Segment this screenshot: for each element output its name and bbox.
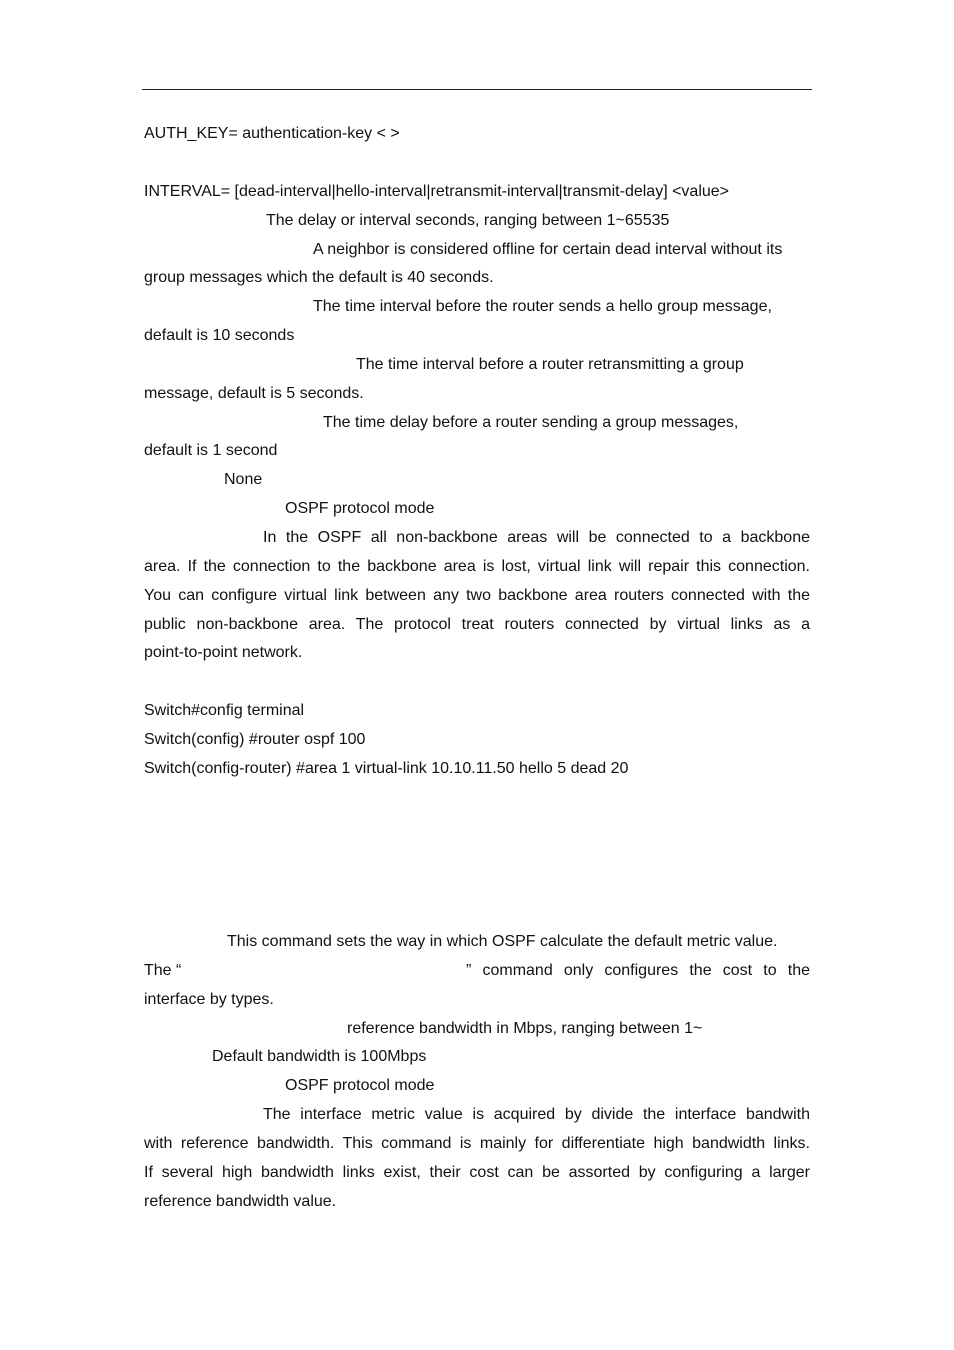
usage-guide-1-line: area. If the connection to the backbone area is lost, virtual link will repair this connection. [144,558,810,575]
transmit-delay-description-cont: default is 1 second [144,442,278,459]
usage-guide-2-line: with reference bandwidth. This command is mainly for differentiate high bandwidth links. [144,1135,810,1152]
function-description-2-open-quote: The “ [144,962,182,979]
usage-guide-2-line: If several high bandwidth links exist, their cost can be assorted by configuring a larger [144,1164,810,1181]
usage-guide-1-line: In the OSPF all non-backbone areas will be connected to a backbone [263,529,810,546]
function-description-2: This command sets the way in which OSPF calculate the default metric value. [227,933,778,950]
hello-interval-description: The time interval before the router sends a hello group message, [313,298,772,315]
usage-guide-1-line: You can configure virtual link between any two backbone area routers connected with the [144,587,810,604]
hello-interval-description-cont: default is 10 seconds [144,327,295,344]
interval-value-description: The delay or interval seconds, ranging between 1~65535 [266,212,670,229]
dead-interval-description: A neighbor is considered offline for certain dead interval without its [313,241,783,258]
command-mode-2: OSPF protocol mode [285,1077,435,1094]
example-line: Switch(config-router) #area 1 virtual-link 10.10.11.50 hello 5 dead 20 [144,760,629,777]
auth-key-syntax: AUTH_KEY= authentication-key < > [144,125,400,142]
default-value-2: Default bandwidth is 100Mbps [212,1048,427,1065]
function-description-2-cont: interface by types. [144,991,274,1008]
example-line: Switch#config terminal [144,702,305,719]
function-description-2-close-quote: ” command only configures the cost to the [466,962,810,979]
dead-interval-description-cont: group messages which the default is 40 seconds. [144,269,494,286]
default-value-1: None [224,471,263,488]
command-mode-1: OSPF protocol mode [285,500,435,517]
usage-guide-2-line: reference bandwidth value. [144,1193,337,1210]
usage-guide-1-line: public non-backbone area. The protocol treat routers connected by virtual links as a [144,616,810,633]
retransmit-interval-description: The time interval before a router retransmitting a group [356,356,744,373]
parameter-description-2: reference bandwidth in Mbps, ranging between 1~ [347,1020,703,1037]
transmit-delay-description: The time delay before a router sending a group messages, [323,414,739,431]
example-line: Switch(config) #router ospf 100 [144,731,366,748]
usage-guide-1-line: point-to-point network. [144,644,303,661]
header-rule [142,89,812,90]
interval-syntax: INTERVAL= [dead-interval|hello-interval|retransmit-interval|transmit-delay] <value> [144,183,730,200]
usage-guide-2-line: The interface metric value is acquired by divide the interface bandwith [263,1106,810,1123]
retransmit-interval-description-cont: message, default is 5 seconds. [144,385,364,402]
